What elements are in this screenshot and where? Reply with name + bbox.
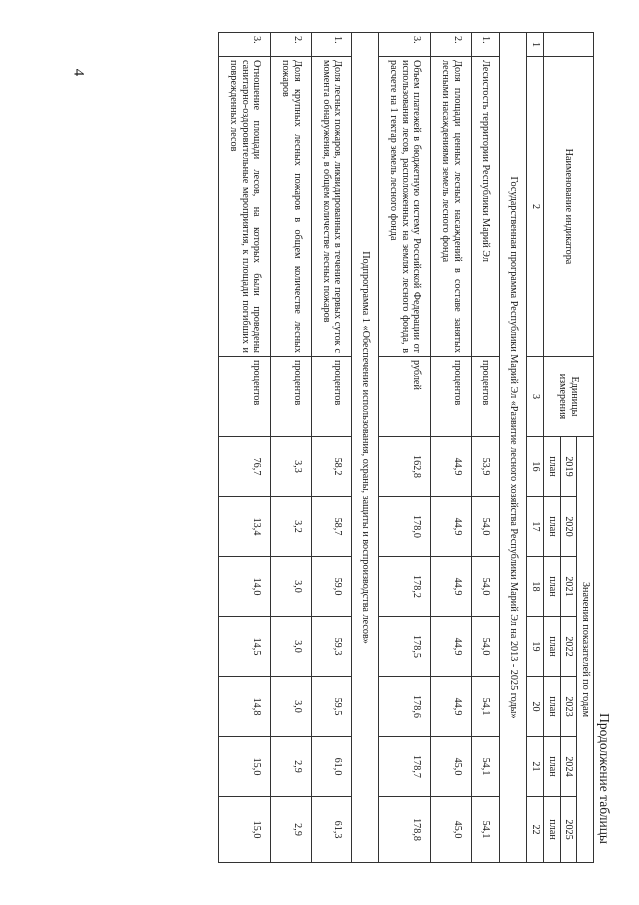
table-row [471, 33, 500, 863]
value-cell: 54,0 [471, 557, 500, 617]
header-year: 2021 [560, 557, 577, 617]
column-index-cell: 19 [527, 617, 544, 677]
column-index-cell: 16 [527, 437, 544, 497]
header-year: 2022 [560, 617, 577, 677]
table-row [271, 33, 311, 863]
value-cell: 44,9 [431, 497, 471, 557]
value-cell: 3,3 [271, 437, 311, 497]
indicators-table [218, 32, 594, 863]
value-cell: 59,3 [311, 617, 351, 677]
indicator-unit: рублей [379, 357, 431, 437]
value-cell: 178,0 [379, 497, 431, 557]
value-cell: 14,5 [219, 617, 271, 677]
value-cell: 58,2 [311, 437, 351, 497]
header-unit: Единицы измерения [543, 357, 593, 437]
subprogram-section [352, 33, 379, 863]
column-index-cell: 3 [527, 357, 544, 437]
header-year: 2020 [560, 497, 577, 557]
program-section-title: Государственная программа Республики Марий Эл «Развитие лесного хозяйства Республики Марий Эл на 2013 - 2025 годы» [500, 33, 527, 863]
indicator-name: Доля площади ценных лесных насаждений в составе занятых лесными насаждениями земель лесного фонда [431, 57, 471, 357]
header-plan: план [543, 437, 560, 497]
header-year: 2025 [560, 797, 577, 863]
header-plan: план [543, 617, 560, 677]
header-values-group: Значения показателей по годам [577, 437, 594, 863]
column-index-cell: 20 [527, 677, 544, 737]
indicator-unit: процентов [471, 357, 500, 437]
indicator-name: Доля лесных пожаров, ликвидированных в течение первых суток с момента обнаружения, в общем количестве лесных пожаров [311, 57, 351, 357]
value-cell: 76,7 [219, 437, 271, 497]
value-cell: 59,0 [311, 557, 351, 617]
indicator-unit: процентов [271, 357, 311, 437]
indicator-name: Объем платежей в бюджетную систему Российской Федерации от использования лесов, расположенных на землях лесного фонда, в расчете на 1 гектар земель лесного фонда [379, 57, 431, 357]
table-row [431, 33, 471, 863]
table-row [379, 33, 431, 863]
value-cell: 3,2 [271, 497, 311, 557]
value-cell: 61,3 [311, 797, 351, 863]
column-index-cell: 2 [527, 57, 544, 357]
value-cell: 54,1 [471, 677, 500, 737]
landscape-sheet [119, 32, 614, 862]
value-cell: 44,9 [431, 677, 471, 737]
value-cell: 45,0 [431, 797, 471, 863]
value-cell: 178,8 [379, 797, 431, 863]
value-cell: 14,0 [219, 557, 271, 617]
program-section [500, 33, 527, 863]
row-number: 3. [379, 33, 431, 57]
indicator-unit: процентов [311, 357, 351, 437]
header-year: 2024 [560, 737, 577, 797]
value-cell: 162,8 [379, 437, 431, 497]
value-cell: 58,7 [311, 497, 351, 557]
value-cell: 178,7 [379, 737, 431, 797]
subprogram-section-title: Подпрограмма 1 «Обеспечение использования, охраны, защиты и воспроизводства лесов» [352, 33, 379, 863]
row-number: 3. [219, 33, 271, 57]
indicator-unit: процентов [431, 357, 471, 437]
row-number: 2. [271, 33, 311, 57]
value-cell: 178,6 [379, 677, 431, 737]
row-number: 1. [311, 33, 351, 57]
value-cell: 3,0 [271, 557, 311, 617]
value-cell: 15,0 [219, 797, 271, 863]
column-index-cell: 17 [527, 497, 544, 557]
page-number: 4 [70, 68, 87, 77]
table-body [219, 33, 527, 863]
column-index-cell: 22 [527, 797, 544, 863]
header-num [543, 33, 593, 57]
value-cell: 54,1 [471, 797, 500, 863]
column-index-cell: 1 [527, 33, 544, 57]
table-row [219, 33, 271, 863]
column-index-cell: 18 [527, 557, 544, 617]
header-plan: план [543, 557, 560, 617]
value-cell: 44,9 [431, 557, 471, 617]
indicator-name: Лесистость территории Республики Марий Эл [471, 57, 500, 357]
value-cell: 45,0 [431, 737, 471, 797]
value-cell: 15,0 [219, 737, 271, 797]
value-cell: 178,2 [379, 557, 431, 617]
header-plan: план [543, 497, 560, 557]
indicator-unit: процентов [219, 357, 271, 437]
value-cell: 61,0 [311, 737, 351, 797]
value-cell: 2,9 [271, 737, 311, 797]
table-row [311, 33, 351, 863]
value-cell: 53,9 [471, 437, 500, 497]
continuation-caption: Продолжение таблицы [597, 713, 612, 844]
row-number: 1. [471, 33, 500, 57]
value-cell: 44,9 [431, 617, 471, 677]
value-cell: 3,0 [271, 677, 311, 737]
header-year: 2023 [560, 677, 577, 737]
value-cell: 59,5 [311, 677, 351, 737]
header-name: Наименование индикатора [543, 57, 593, 357]
value-cell: 54,1 [471, 737, 500, 797]
header-plan: план [543, 737, 560, 797]
value-cell: 44,9 [431, 437, 471, 497]
row-number: 2. [431, 33, 471, 57]
indicator-name: Отношение площади лесов, на которых были проведены санитарно-оздоровительные мероприятия, к площади погибших и поврежденных лесов [219, 57, 271, 357]
value-cell: 178,5 [379, 617, 431, 677]
value-cell: 2,9 [271, 797, 311, 863]
value-cell: 14,8 [219, 677, 271, 737]
header-year: 2019 [560, 437, 577, 497]
column-index-cell: 21 [527, 737, 544, 797]
value-cell: 54,0 [471, 617, 500, 677]
value-cell: 3,0 [271, 617, 311, 677]
indicator-name: Доля крупных лесных пожаров в общем количестве лесных пожаров [271, 57, 311, 357]
value-cell: 54,0 [471, 497, 500, 557]
header-plan: план [543, 677, 560, 737]
value-cell: 13,4 [219, 497, 271, 557]
column-index-row [527, 33, 544, 863]
header-plan: план [543, 797, 560, 863]
